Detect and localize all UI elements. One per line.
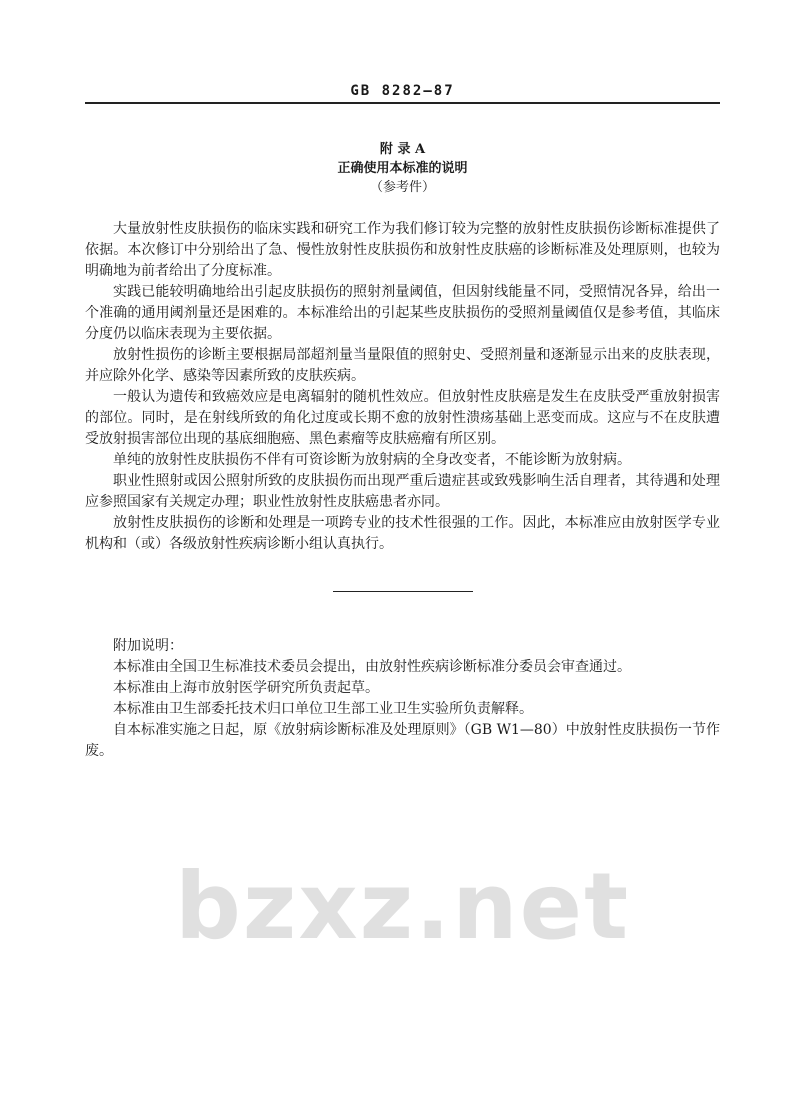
appendix-subtitle: （参考件）	[369, 180, 435, 195]
appendix-body	[85, 219, 720, 555]
note-item: 本标准由全国卫生标准技术委员会提出，由放射性疾病诊断标准分委员会审查通过。	[113, 659, 631, 675]
appendix-title: 正确使用本标准的说明	[337, 161, 468, 176]
watermark: bzxz.net	[174, 853, 631, 960]
note-item: 本标准由上海市放射医学研究所负责起草。	[113, 680, 379, 696]
paragraph: 实践已能较明确地给出引起皮肤损伤的照射剂量阈值，但因射线能量不同，受照情况各异，给出一个准确的通用阈剂量还是困难的。本标准给出的引起某些皮肤损伤的受照剂量阈值仅是参考值，其临床分度仍以临床表现为主要依据。	[85, 284, 720, 342]
paragraph: 单纯的放射性皮肤损伤不伴有可资诊断为放射病的全身改变者，不能诊断为放射病。	[113, 452, 631, 468]
notes-heading: 附加说明：	[113, 638, 183, 654]
appendix-heading	[85, 140, 720, 197]
note-item: 本标准由卫生部委托技术归口单位卫生部工业卫生实验所负责解释。	[113, 701, 533, 717]
note-item: 自本标准实施之日起，原《放射病诊断标准及处理原则》（GB W1—80）中放射性皮肤损伤一节作废。	[85, 722, 720, 759]
standard-number: GB 8282—87	[350, 83, 455, 99]
paragraph: 一般认为遗传和致癌效应是电离辐射的随机性效应。但放射性皮肤癌是发生在皮肤受严重放射损害的部位。同时，是在射线所致的角化过度或长期不愈的放射性溃疡基础上恶变而成。这应与不在皮肤遭受放射损害部位出现的基底细胞癌、黑色素瘤等皮肤癌瘤有所区别。	[85, 389, 720, 447]
paragraph: 放射性皮肤损伤的诊断和处理是一项跨专业的技术性很强的工作。因此，本标准应由放射医学专业机构和（或）各级放射性疾病诊断小组认真执行。	[85, 515, 720, 552]
paragraph: 大量放射性皮肤损伤的临床实践和研究工作为我们修订较为完整的放射性皮肤损伤诊断标准提供了依据。本次修订中分别给出了急、慢性放射性皮肤损伤和放射性皮肤癌的诊断标准及处理原则，也较为明确地为前者给出了分度标准。	[85, 221, 720, 279]
paragraph: 放射性损伤的诊断主要根据局部超剂量当量限值的照射史、受照剂量和逐渐显示出来的皮肤表现，并应除外化学、感染等因素所致的皮肤疾病。	[85, 347, 720, 384]
appendix-label: 附 录 A	[379, 142, 426, 157]
paragraph: 职业性照射或因公照射所致的皮肤损伤而出现严重后遗症甚或致残影响生活自理者，其待遇和处理应参照国家有关规定办理；职业性放射性皮肤癌患者亦同。	[85, 473, 720, 510]
additional-notes	[85, 636, 720, 762]
section-separator	[333, 591, 473, 592]
header-rule	[85, 102, 720, 104]
